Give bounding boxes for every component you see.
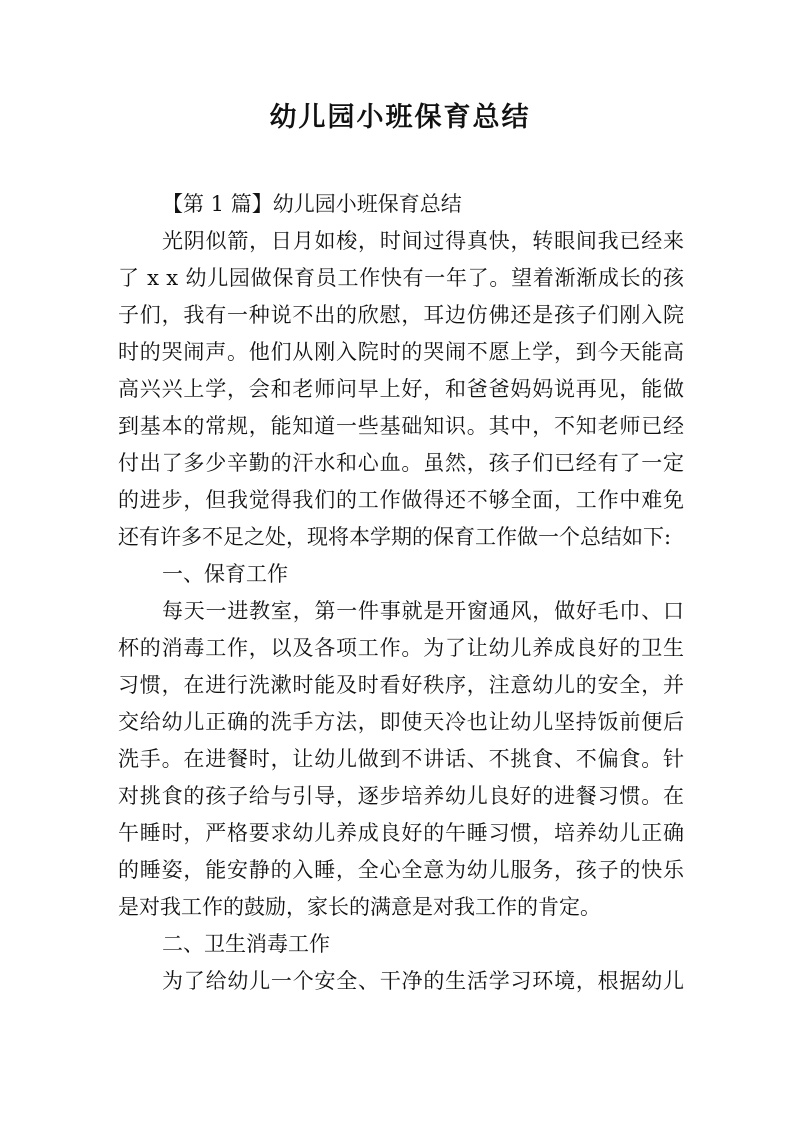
paragraph-line: 付出了多少辛勤的汗水和心血。虽然，孩子们已经有了一定 bbox=[118, 451, 684, 475]
paragraph-line: 是对我工作的鼓励，家长的满意是对我工作的肯定。 bbox=[118, 895, 601, 919]
document-title: 幼儿园小班保育总结 bbox=[269, 102, 531, 133]
paragraph-line: 午睡时，严格要求幼儿养成良好的午睡习惯，培养幼儿正确 bbox=[118, 821, 684, 845]
paragraph-line: 习惯，在进行洗漱时能及时看好秩序，注意幼儿的安全，并 bbox=[118, 673, 684, 697]
paragraph-line: 为了给幼儿一个安全、干净的生活学习环境，根据幼儿 bbox=[162, 969, 684, 993]
document-body bbox=[118, 186, 684, 1000]
section-heading: 【第 1 篇】幼儿园小班保育总结 bbox=[162, 192, 462, 216]
paragraph-line: 子们，我有一种说不出的欣慰，耳边仿佛还是孩子们刚入院 bbox=[118, 303, 684, 327]
paragraph-line: 每天一进教室，第一件事就是开窗通风，做好毛巾、口 bbox=[162, 599, 684, 623]
paragraph-line: 对挑食的孩子给与引导，逐步培养幼儿良好的进餐习惯。在 bbox=[118, 784, 684, 808]
paragraph-line: 杯的消毒工作，以及各项工作。为了让幼儿养成良好的卫生 bbox=[118, 636, 684, 660]
paragraph-line: 到基本的常规，能知道一些基础知识。其中，不知老师已经 bbox=[118, 414, 684, 438]
paragraph-line: 还有许多不足之处，现将本学期的保育工作做一个总结如下: bbox=[118, 525, 672, 549]
paragraph-line: 交给幼儿正确的洗手方法，即使天冷也让幼儿坚持饭前便后 bbox=[118, 710, 684, 734]
paragraph-line: 高兴兴上学，会和老师问早上好，和爸爸妈妈说再见，能做 bbox=[118, 377, 684, 401]
paragraph-line: 了 x x 幼儿园做保育员工作快有一年了。望着渐渐成长的孩 bbox=[118, 266, 684, 290]
paragraph-line: 的睡姿，能安静的入睡，全心全意为幼儿服务，孩子的快乐 bbox=[118, 858, 684, 882]
paragraph-line: 的进步，但我觉得我们的工作做得还不够全面，工作中难免 bbox=[118, 488, 684, 512]
paragraph-line: 洗手。在进餐时，让幼儿做到不讲话、不挑食、不偏食。针 bbox=[118, 747, 684, 771]
paragraph-line: 时的哭闹声。他们从刚入院时的哭闹不愿上学，到今天能高 bbox=[118, 340, 684, 364]
paragraph-line: 光阴似箭，日月如梭，时间过得真快，转眼间我已经来 bbox=[162, 229, 684, 253]
section-heading: 二、卫生消毒工作 bbox=[162, 932, 330, 956]
section-heading: 一、保育工作 bbox=[162, 562, 288, 586]
